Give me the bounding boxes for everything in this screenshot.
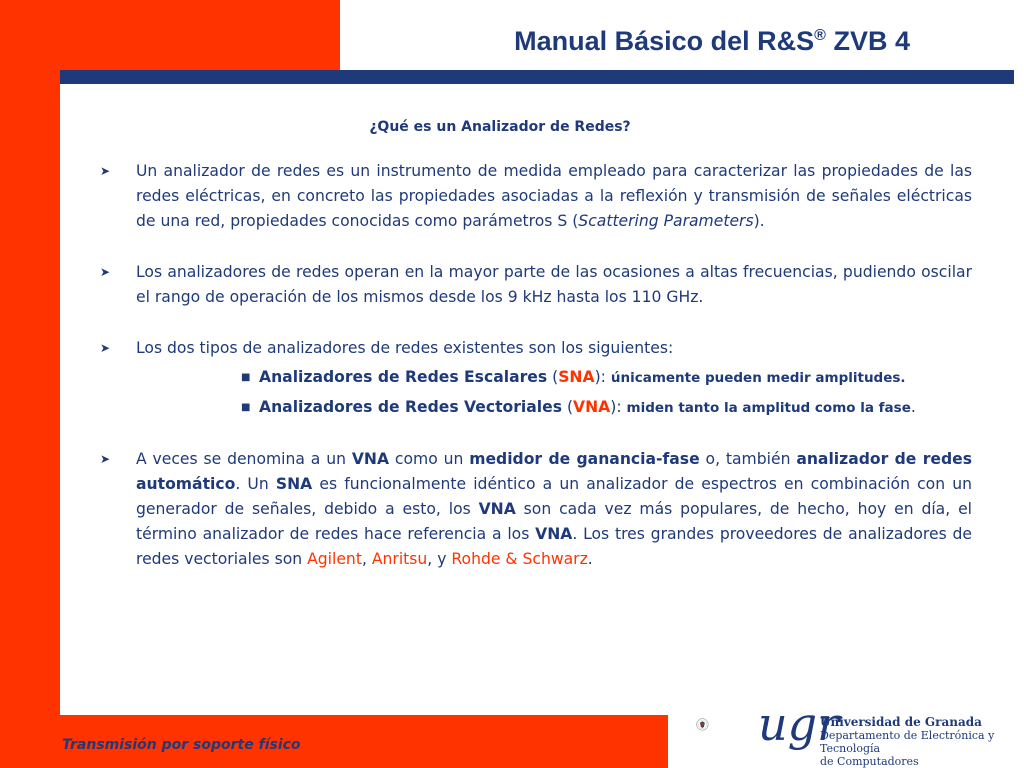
arrow-bullet-icon: ➤ xyxy=(100,341,111,355)
frame-top-bar xyxy=(0,0,340,70)
university-info xyxy=(820,716,1024,768)
footer-course-title: Transmisión por soporte físico xyxy=(62,737,301,753)
university-name: Universidad de Granada xyxy=(820,715,982,729)
arrow-bullet-icon: ➤ xyxy=(100,265,111,279)
subitem-scalar: ■ Analizadores de Redes Escalares (SNA): únicamente pueden medir amplitudes. xyxy=(136,365,972,391)
ugr-logo-text: ugr xyxy=(758,697,840,751)
bullet-vna-description: ➤ A veces se denomina a un VNA como un medidor de ganancia-fase o, también analizador de redes automático. Un SNA es funcionalmente idéntico a un analizador de espectros en combinación con un generador de señales, debido a esto, los VNA son cada vez más populares, de hecho, hoy en día, el término analizador de redes hace referencia a los VNA. Los tres grandes proveedores de analizadores de redes vectoriales son Agilent, Anritsu, y Rohde & Schwarz. xyxy=(100,447,972,572)
department-line-2: de Computadores xyxy=(820,755,919,768)
bullet-definition: ➤ Un analizador de redes es un instrumento de medida empleado para caracterizar las propiedades de las redes eléctricas, en concreto las propiedades asociadas a la reflexión y transmisión de señales eléctricas de una red, propiedades conocidas como parámetros S (Scattering Parameters). xyxy=(100,159,972,234)
main-content xyxy=(100,159,972,598)
arrow-bullet-icon: ➤ xyxy=(100,452,111,466)
frame-left-bar xyxy=(0,0,60,768)
page-title: Manual Básico del R&S® ZVB 4 xyxy=(514,26,910,56)
university-seal-icon xyxy=(696,693,760,757)
header-band xyxy=(60,70,1014,84)
arrow-bullet-icon: ➤ xyxy=(100,164,111,178)
square-bullet-icon: ■ xyxy=(241,372,251,383)
bullet-types: ➤ Los dos tipos de analizadores de redes existentes son los siguientes: ■ Analizadores de Redes Escalares (SNA): únicamente pueden medir amplitudes. ■ Analizadores de Redes Vectoriales (VNA): miden tanto la amplitud como la fase. xyxy=(100,336,972,421)
square-bullet-icon: ■ xyxy=(241,402,251,413)
subitem-vector: ■ Analizadores de Redes Vectoriales (VNA): miden tanto la amplitud como la fase. xyxy=(136,395,972,421)
bullet-frequencies: ➤ Los analizadores de redes operan en la mayor parte de las ocasiones a altas frecuencias, pudiendo oscilar el rango de operación de los mismos desde los 9 kHz hasta los 110 GHz. xyxy=(100,260,972,310)
department-line-1: Departamento de Electrónica y Tecnología xyxy=(820,729,995,755)
section-subtitle: ¿Qué es un Analizador de Redes? xyxy=(369,119,631,135)
